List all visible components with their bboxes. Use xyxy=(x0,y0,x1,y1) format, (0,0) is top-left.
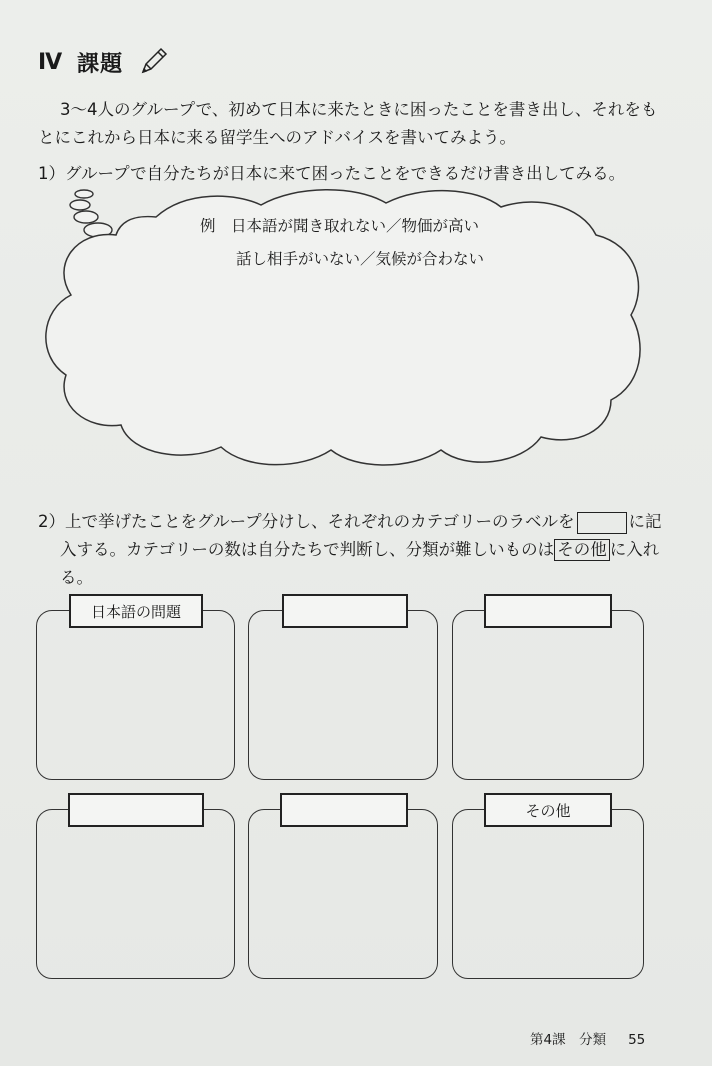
category-card-5 xyxy=(248,809,438,979)
pencil-icon xyxy=(137,46,169,78)
question-2-line-1: 2）上で挙げたことをグループ分けし、それぞれのカテゴリーのラベルを に記 xyxy=(38,508,658,536)
question-2 xyxy=(38,508,662,592)
category-card-2 xyxy=(248,610,438,780)
footer-chapter: 第4課 分類 xyxy=(530,1032,607,1048)
question-2-line-2: 入する。カテゴリーの数は自分たちで判断し、分類が難しいものは その他 に入れ xyxy=(60,540,660,559)
intro-line-2: とにこれから日本に来る留学生へのアドバイスを書いてみよう。 xyxy=(38,128,517,147)
cloud-example-line-2: 話し相手がいない／気候が合わない xyxy=(236,250,485,268)
category-label-5[interactable] xyxy=(280,793,408,827)
category-label-6[interactable]: その他 xyxy=(484,793,612,827)
section-title: 課題 xyxy=(77,51,124,77)
category-label-2[interactable] xyxy=(282,594,408,628)
other-boxed-term: その他 xyxy=(554,539,610,561)
question-1: 1）グループで自分たちが日本に来て困ったことをできるだけ書き出してみる。 xyxy=(38,164,626,183)
category-card-6 xyxy=(452,809,644,979)
category-label-3[interactable] xyxy=(484,594,612,628)
page-number: 55 xyxy=(628,1032,646,1048)
section-heading xyxy=(38,46,169,78)
intro-paragraph xyxy=(38,96,660,147)
section-numeral: Ⅳ xyxy=(38,49,64,75)
category-card-4 xyxy=(36,809,235,979)
category-label-1[interactable]: 日本語の問題 xyxy=(69,594,203,628)
intro-line-1: 3～4人のグループで、初めて日本に来たときに困ったことを書き出し、それをも xyxy=(60,100,658,119)
category-card-3 xyxy=(452,610,644,780)
category-label-4[interactable] xyxy=(68,793,204,827)
cloud-example-line-1: 例 日本語が聞き取れない／物価が高い xyxy=(200,217,480,235)
question-2-line-3: る。 xyxy=(60,568,93,587)
page-footer xyxy=(530,1028,645,1048)
category-card-1 xyxy=(36,610,235,780)
label-blank-box xyxy=(577,512,627,534)
